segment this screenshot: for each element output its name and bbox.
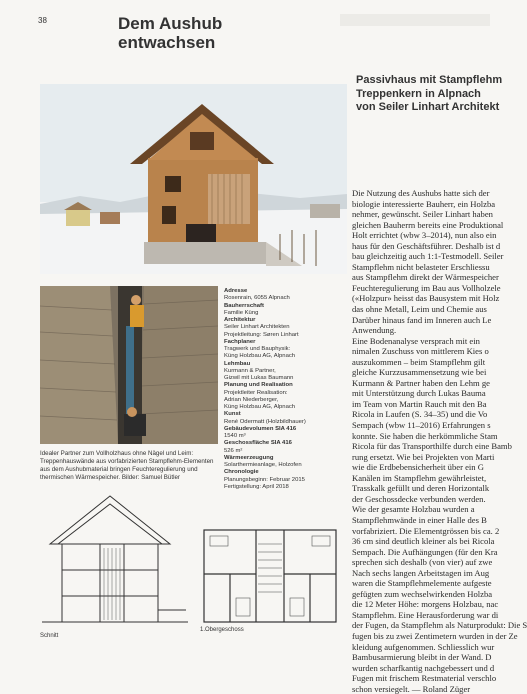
article-body-line: gleiche Kurzzusammensetzung wie bei [352, 367, 487, 378]
article-title-line: Passivhaus mit Stampflehm [356, 74, 503, 86]
project-facts [224, 288, 342, 491]
fact-heading: Adresse [224, 288, 248, 294]
fact-value: Projektleiter Realisation: [224, 389, 288, 396]
article-body-line: die 12 Meter Höhe: morgens Holzbau, nac [352, 599, 499, 610]
article-body-line: Nach sechs langen Arbeitstagen im Aug [352, 567, 490, 578]
article-body-line: sprechen sich deshalb (von vier) auf zwe [352, 557, 493, 568]
fact-heading: Fachplaner [224, 338, 256, 345]
fact-heading: Wärmeerzeugung [224, 454, 274, 461]
article-body-line: bau gleichzeitig auch 1:1-Testmodell. Seiler [352, 251, 504, 262]
article-body-line: mit Unterstützung durch Lukas Bauma [352, 388, 486, 399]
article-body-line: Ricola in Laufen (S. 34–35) und die Vo [352, 409, 488, 420]
article-body-line: der Fugen, da Stampflehm als Naturprodukt: Die S [352, 620, 527, 631]
fact-value: Familie Küng [224, 309, 259, 316]
article-body-line: vorfabriziert. Die Elementgrössen bis ca. 2 [352, 525, 500, 536]
page-number: 38 [38, 16, 47, 25]
fact-value: 526 m² [224, 447, 243, 454]
article-body-line: konnte. Sie haben die herkömmliche Stam [352, 430, 498, 441]
article-body-line: der Geschossdecke verbunden werden. [352, 493, 486, 504]
article-title [356, 74, 503, 115]
article-body-line: Wie der gesamte Holzbau wurden a [352, 504, 475, 515]
article-body-line: Sempach. Die Aufhängungen (für den Kra [352, 546, 498, 557]
fact-heading: Chronologie [224, 469, 259, 476]
fact-value: Küng Holzbau AG, Alpnach [224, 404, 296, 410]
article-body-line: Eine Bodenanalyse versprach mit ein [352, 335, 480, 346]
article-body-line: wie die Erdbebensicherheit über ein G [352, 462, 484, 473]
fact-heading: Lehmbau [224, 360, 251, 367]
article-body-line: fugen bis zu zwei Zentimetern wurden in der Ze [352, 630, 518, 641]
page-title-line-2: entwachsen [118, 33, 216, 52]
article-body-line: Darüber hinaus fand im Inneren auch Le [352, 314, 492, 325]
rammed-earth-photo [40, 286, 218, 444]
fact-value: Tragwerk und Bauphysik: [224, 346, 291, 352]
article-body-line: Die Nutzung des Aushubs hatte sich der [352, 188, 490, 198]
house-photo [40, 84, 347, 274]
section-drawing [40, 492, 190, 632]
fact-heading: Architektur [224, 317, 256, 323]
article-body-line: waren die Stampflehmelemente aufgeste [352, 578, 492, 589]
article-title-line: von Seiler Linhart Architekt [356, 101, 500, 113]
faded-header-remnant [340, 14, 490, 26]
fact-heading: Bauherrschaft [224, 302, 264, 309]
photo-caption: Idealer Partner zum Vollholzhaus ohne Nägel und Leim: Treppenhauswände aus vorfabrizierten Stampflehm-Elementen aus dem Aushubmaterial bringen Feuchteregulierung und thermischen Wärmespeicher. Bilder: Samuel Bütler [40, 450, 214, 481]
article-body-line: das ohne Metall, Leim und Chemie aus [352, 304, 487, 315]
fact-value: Seiler Linhart Architekten [224, 324, 290, 331]
article-body-line: gefügten zum wechselwirkenden Holzba [352, 588, 493, 599]
fact-value: René Odermatt (Holzbildhauer) [224, 418, 306, 425]
fact-value: Gizwil mit Lukas Baumann [224, 375, 294, 381]
fact-value: Solarthermieanlage, Holzofen [224, 462, 302, 468]
article-body-line: haus für den Geschäftsführer. Deshalb ist d [352, 240, 501, 251]
article-body-line: Kanälen im Stampflehm gewährleistet, [352, 472, 487, 483]
article-body-line: Anwendung. [352, 325, 397, 336]
article-body-line: aus Stampflehm direkt der Wärmespeicher [352, 272, 499, 283]
page-title [118, 14, 268, 52]
article-body-line: nehmer, gewünscht. Seiler Linhart haben [352, 209, 493, 220]
fact-heading: Planung und Realisation [224, 382, 293, 389]
article-body-line: 36 cm sind deutlich kleiner als bei Ricola [352, 536, 495, 547]
fact-value: Planungsbeginn: Februar 2015 [224, 476, 305, 483]
article-body-line: nimalen Zuschuss von mittlerem Kies o [352, 346, 489, 357]
article-body-line: Trasskalk gefüllt und deren Horizontalk [352, 483, 490, 494]
article-body-line: schon versiegelt. — Roland Züger [352, 683, 471, 694]
article-body-line: Bambusarmierung bleibt in der Wand. D [352, 652, 492, 663]
article-body-line: Sempach (wbw 11–2016) Erfahrungen s [352, 420, 491, 431]
article-body-line: Stampflehmwände in einer Halle des B [352, 514, 487, 525]
section-label: Schnitt [40, 633, 59, 639]
article-body-line: kleidung aufgenommen. Schliesslich wur [352, 641, 495, 652]
fact-heading: Geschossfläche SIA 416 [224, 440, 292, 447]
article-body-line: («Holzpur» heisst das Bausystem mit Holz [352, 293, 500, 304]
fact-value: Adrian Niederberger, [224, 396, 279, 403]
fact-value: Kurmann & Partner, [224, 367, 276, 374]
article-body-line: Stampflehm nicht belasteter Erschliessu [352, 261, 490, 272]
fact-heading: Gebäudevolumen SIA 416 [224, 425, 297, 432]
article-body-line: Feuchteregulierung im Bau aus Vollholzele [352, 282, 501, 293]
article-body-line: Ricola für das Transporthilfe durch eine Bamb [352, 441, 512, 452]
article-body-line: Fugen mit frischem Restmaterial verschlo [352, 673, 497, 684]
fact-value: Fertigstellung: April 2018 [224, 483, 289, 490]
page-title-line-1: Dem Aushub [118, 14, 223, 33]
fact-value: Projektleitung: Søren Linhart [224, 331, 299, 338]
article-body-line: biologie interessierte Bauherr, ein Holzba [352, 198, 496, 209]
article-body-line: im Team von Martin Rauch mit den Ba [352, 398, 487, 409]
article-body-line: wurden scharfkantig nachgebessert und d [352, 662, 495, 673]
article-body-line: rung ersetzt. Wie bei Projekten von Marti [352, 451, 495, 462]
article-title-line: Treppenkern in Alpnach [356, 87, 481, 100]
floor-plan-drawing [196, 524, 344, 629]
fact-heading: Kunst [224, 411, 241, 418]
article-body-line: Holt errichtet (wbw 3–2014), nun also ein [352, 230, 497, 241]
fact-value: Küng Holzbau AG, Alpnach [224, 353, 296, 360]
article-body-line: Kurmann & Partner haben den Lehm ge [352, 377, 490, 388]
fact-value: Rosenrain, 6055 Alpnach [224, 295, 290, 302]
article-body-line: gleichen Bauherrn bereits eine Produktional [352, 219, 504, 230]
plan-label: 1.Obergeschoss [200, 627, 244, 633]
article-body-line: Stampflehm. Eine Herausforderung war di [352, 609, 499, 620]
article-body [352, 188, 527, 694]
article-body-line: auszukommen – beim Stampflehm gilt [352, 356, 486, 367]
fact-value: 1540 m³ [224, 433, 246, 439]
